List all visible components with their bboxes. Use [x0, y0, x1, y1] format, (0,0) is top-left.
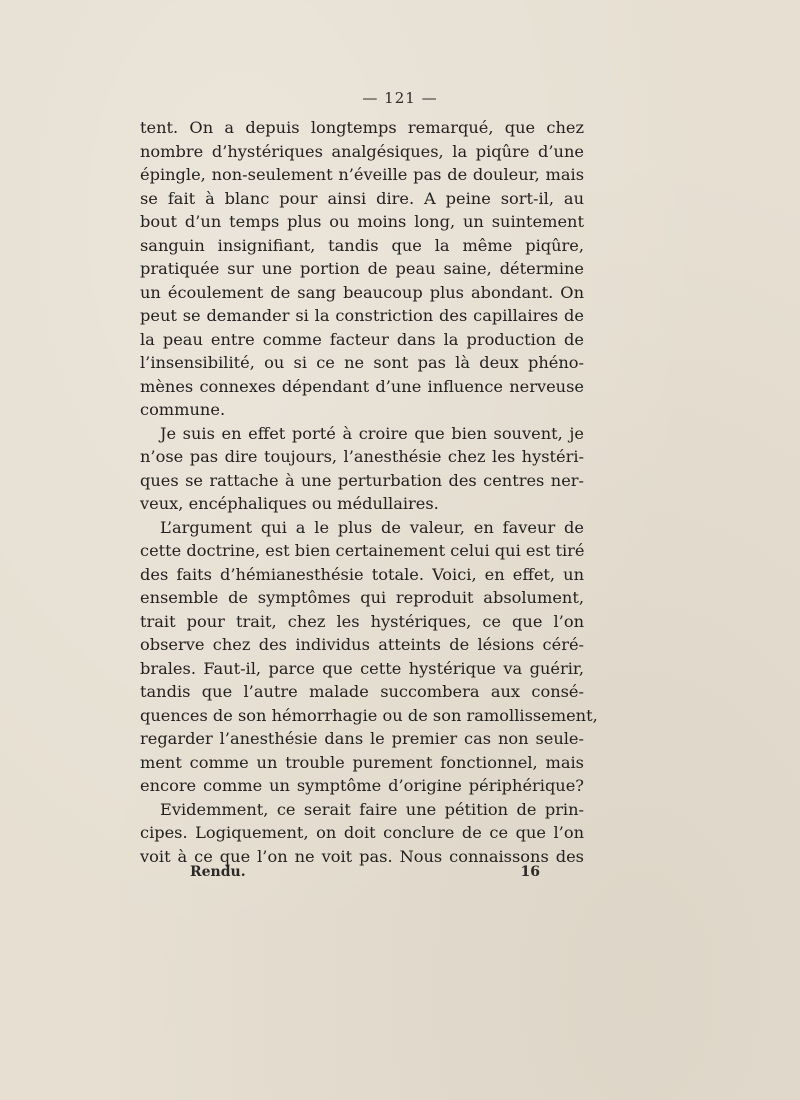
text-line: mènes connexes dépendant d’une influence nerveuse	[140, 376, 584, 396]
text-line: se fait à blanc pour ainsi dire. A peine sort-il, au	[140, 188, 584, 208]
text-line: regarder l’anesthésie dans le premier cas non seule-	[140, 729, 584, 748]
text-line: tent. On a depuis longtemps remarqué, que chez	[140, 118, 584, 137]
text-line: brales. Faut-il, parce que cette hystérique va guérir,	[140, 658, 584, 678]
text-line: cette doctrine, est bien certainement celui qui est tiré	[140, 541, 585, 560]
text-line: trait pour trait, chez les hystériques, ce que l’on	[140, 611, 584, 631]
text-line: L’argument qui a le plus de valeur, en faveur de	[160, 517, 584, 537]
text-line: un écoulement de sang beaucoup plus abondant. On	[140, 282, 584, 302]
text-line: encore comme un symptôme d’origine périphérique?	[140, 776, 584, 795]
text-line: veux, encéphaliques ou médullaires.	[140, 494, 439, 513]
text-line: bout d’un temps plus ou moins long, un suintement	[140, 212, 584, 231]
text-line: pratiquée sur une portion de peau saine, détermine	[140, 259, 584, 278]
text-line: sanguin insignifiant, tandis que la même piqûre,	[140, 235, 584, 255]
footer-signature: Rendu.	[190, 864, 246, 880]
text-line: nombre d’hystériques analgésiques, la piqûre d’une	[140, 141, 584, 161]
text-line: épingle, non-seulement n’éveille pas de douleur, mais	[140, 165, 584, 184]
text-line: cipes. Logiquement, on doit conclure de ce que l’on	[140, 823, 584, 842]
text-line: des faits d’hémianesthésie totale. Voici, en effet, un	[140, 564, 584, 584]
text-line: n’ose pas dire toujours, l’anesthésie chez les hystéri-	[140, 447, 584, 466]
text-line: l’insensibilité, ou si ce ne sont pas là deux phéno-	[140, 353, 584, 372]
page-number: — 121 —	[362, 89, 438, 107]
text-line: peut se demander si la constriction des capillaires de	[140, 306, 584, 325]
text-line: Je suis en effet porté à croire que bien souvent, je	[160, 423, 584, 443]
body-text	[140, 116, 598, 868]
text-line: quences de son hémorrhagie ou de son ramollissement,	[140, 705, 598, 725]
text-line: voit à ce que l’on ne voit pas. Nous connaissons des	[140, 846, 584, 866]
text-line: ensemble de symptômes qui reproduit absolument,	[140, 588, 584, 607]
text-line: ques se rattache à une perturbation des centres ner-	[140, 470, 584, 490]
text-line: observe chez des individus atteints de lésions céré-	[140, 635, 584, 654]
text-line: commune.	[140, 400, 226, 419]
footer-signature-number: 16	[520, 864, 540, 880]
text-line: la peau entre comme facteur dans la production de	[140, 329, 584, 349]
text-line: tandis que l’autre malade succombera aux consé-	[140, 682, 584, 701]
text-line: Evidemment, ce serait faire une pétition de prin-	[160, 799, 584, 819]
text-line: ment comme un trouble purement fonctionnel, mais	[140, 752, 584, 772]
